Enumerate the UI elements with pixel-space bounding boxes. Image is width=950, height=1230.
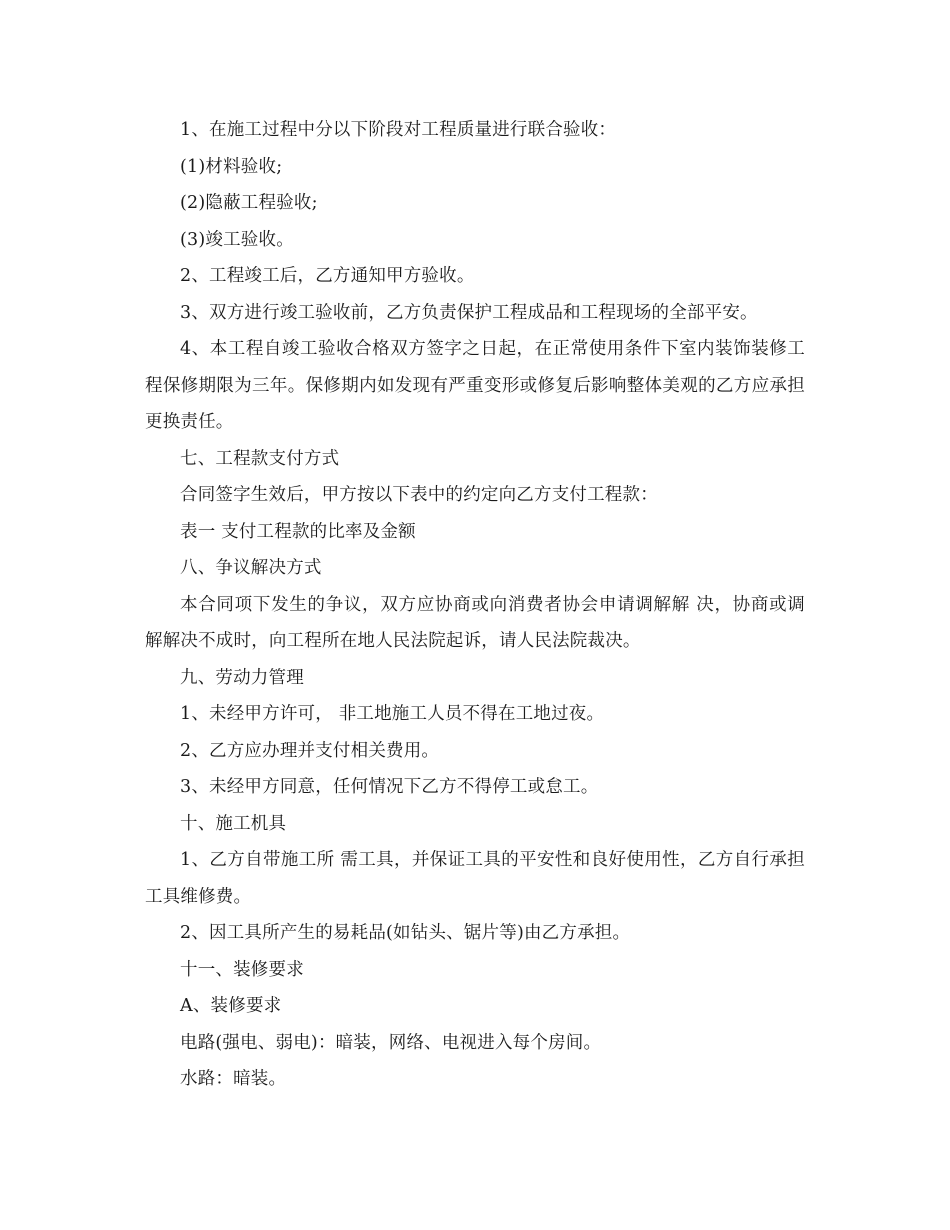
- paragraph-payment-terms: 合同签字生效后，甲方按以下表中的约定向乙方支付工程款：: [180, 485, 658, 505]
- section-heading-decoration: 十一、装修要求: [180, 959, 304, 980]
- paragraph-acceptance-stages: 1、在施工过程中分以下阶段对工程质量进行联合验收：: [180, 120, 617, 140]
- paragraph-tools-own: 1、乙方自带施工所 需工具，并保证工具的平安性和良好使用性，乙方自行承担工具维修费。: [145, 850, 805, 907]
- paragraph-dispute-resolution: 本合同项下发生的争议，双方应协商或向消费者协会申请调解解 决，协商或调解解决不成时，向工程所在地人民法院起诉，请人民法院裁决。: [145, 594, 805, 651]
- paragraph-warranty: 4、本工程自竣工验收合格双方签字之日起，在正常使用条件下室内装饰装修工程保修期限为三年。保修期内如发现有严重变形或修复后影响整体美观的乙方应承担更换责任。: [145, 339, 805, 432]
- paragraph-site-protection: 3、双方进行竣工验收前，乙方负责保护工程成品和工程现场的全部平安。: [180, 302, 758, 323]
- paragraph-notify-acceptance: 2、工程竣工后，乙方通知甲方验收。: [180, 266, 475, 286]
- document-body: [145, 112, 805, 1098]
- paragraph-material-acceptance: (1)材料验收;: [180, 156, 283, 177]
- paragraph-completion-acceptance: (3)竣工验收。: [180, 229, 294, 250]
- section-heading-tools: 十、施工机具: [180, 813, 287, 834]
- paragraph-electrical: 电路(强电、弱电)：暗装，网络、电视进入每个房间。: [180, 1032, 602, 1053]
- section-heading-labor: 九、劳动力管理: [180, 667, 304, 688]
- paragraph-labor-no-stoppage: 3、未经甲方同意，任何情况下乙方不得停工或怠工。: [180, 777, 599, 797]
- subsection-heading-decoration-a: A、装修要求: [180, 996, 282, 1016]
- section-heading-dispute: 八、争议解决方式: [180, 558, 322, 578]
- paragraph-tools-consumables: 2、因工具所产生的易耗品(如钻头、锯片等)由乙方承担。: [180, 923, 631, 943]
- paragraph-labor-fees: 2、乙方应办理并支付相关费用。: [180, 740, 440, 761]
- paragraph-plumbing: 水路：暗装。: [180, 1069, 287, 1089]
- table-caption-payment: 表一 支付工程款的比率及金额: [180, 521, 416, 542]
- paragraph-labor-overnight: 1、未经甲方许可， 非工地施工人员不得在工地过夜。: [180, 704, 605, 724]
- section-heading-payment: 七、工程款支付方式: [180, 448, 340, 469]
- paragraph-concealed-works-acceptance: (2)隐蔽工程验收;: [180, 193, 318, 213]
